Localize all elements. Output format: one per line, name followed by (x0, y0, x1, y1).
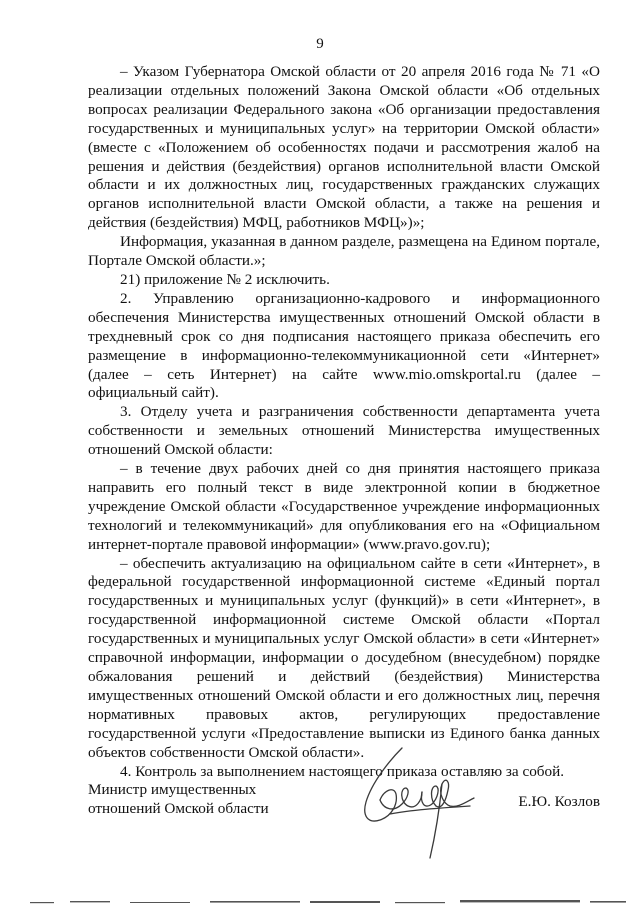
signature-block (88, 780, 600, 840)
document-body (88, 63, 600, 781)
signatory-position (88, 780, 269, 818)
paragraph-item-4: 4. Контроль за выполнением настоящего приказа оставляю за собой. (120, 762, 565, 780)
handwritten-signature (350, 740, 480, 870)
page-number: 9 (316, 36, 324, 52)
scan-edge-artifact (0, 898, 640, 905)
paragraph-information-note: Информация, указанная в данном разделе, размещена на Едином портале, Портале Омской области.»; (88, 233, 600, 270)
paragraph-appendix-removal: 21) приложение № 2 исключить. (120, 270, 330, 288)
signatory-position-line-1: Министр имущественных (88, 781, 257, 798)
paragraph-decree-reference: – Указом Губернатора Омской области от 20 апреля 2016 года № 71 «О реализации отдельных положений Закона Омской области «Об отдельных вопросах реализации Федерального закона «Об организации предоставления государственных и муниципальных услуг» на территории Омской области» (вместе с «Положением об особенностях подачи и рассмотрения жалоб на решения и действия (бездействия) органов исполнительной власти Омской области и их должностных лиц, государственных гражданских служащих органов исполнительной власти Омской области, а также на решения и действия (бездействия) МФЦ, работников МФЦ»)»; (88, 63, 600, 232)
signatory-name: Е.Ю. Козлов (518, 793, 600, 810)
signatory-position-line-2: отношений Омской области (88, 800, 269, 817)
paragraph-item-2: 2. Управлению организационно-кадрового и информационного обеспечения Министерства имущественных отношений Омской области в трехдневный срок со дня подписания настоящего приказа обеспечить его размещение в информационно-телекоммуникационной сети «Интернет» (далее – сеть Интернет) на сайте www.mio.omskportal.ru (далее – официальный сайт). (88, 289, 600, 402)
paragraph-publication-task: – в течение двух рабочих дней со дня принятия настоящего приказа направить его полный текст в виде электронной копии в бюджетное учреждение Омской области «Государственное учреждение информационных технологий и телекоммуникаций» для опубликования его на «Официальном интернет-портале правовой информации» (www.pravo.gov.ru); (88, 460, 600, 553)
paragraph-update-task: – обеспечить актуализацию на официальном сайте в сети «Интернет», в федеральной государственной информационной системе «Единый портал государственных и муниципальных услуг (функций)» в сети «Интернет», в государственной информационной системе Омской области «Портал государственных и муниципальных услуг Омской области» в сети «Интернет» справочной информации, информации о досудебном (внесудебном) порядке обжалования решений и действий (бездействия) Министерства имущественных отношений Омской области и его должностных лиц, перечня нормативных правовых актов, регулирующих предоставление государственной услуги «Предоставление выписки из Единого банка данных объектов собственности Омской области». (88, 554, 600, 761)
paragraph-item-3: 3. Отделу учета и разграничения собственности департамента учета собственности и земельных отношений Министерства имущественных отношений Омской области: (88, 403, 600, 459)
